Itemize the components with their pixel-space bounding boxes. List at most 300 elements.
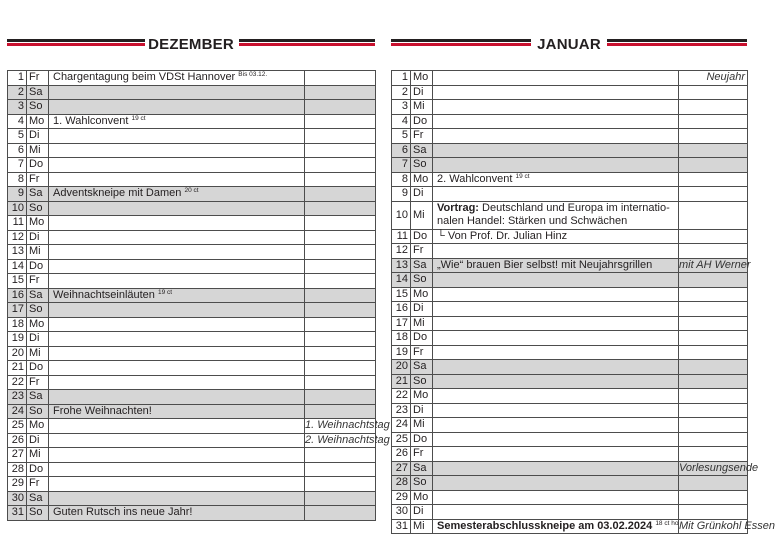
calendar-row bbox=[392, 85, 748, 100]
weekday: Di bbox=[27, 129, 49, 144]
event-text: Deutschland und Europa im internatio-nalen Handel: Stärken und Schwächen bbox=[437, 201, 670, 227]
day-number: 18 bbox=[8, 317, 27, 332]
weekday: Mo bbox=[27, 317, 49, 332]
note-cell bbox=[679, 403, 748, 418]
event-cell bbox=[433, 505, 679, 520]
day-number: 1 bbox=[392, 71, 411, 86]
weekday: Do bbox=[27, 462, 49, 477]
weekday: Sa bbox=[27, 85, 49, 100]
day-number: 10 bbox=[8, 201, 27, 216]
event-cell bbox=[433, 461, 679, 476]
calendar-row bbox=[8, 216, 376, 231]
calendar-row bbox=[392, 273, 748, 288]
weekday: Sa bbox=[411, 461, 433, 476]
weekday: Mo bbox=[27, 419, 49, 434]
weekday: Do bbox=[27, 158, 49, 173]
calendar-row bbox=[8, 274, 376, 289]
note-cell bbox=[679, 461, 759, 476]
note-cell bbox=[305, 187, 376, 202]
note-cell bbox=[679, 331, 748, 346]
calendar-row bbox=[392, 345, 748, 360]
calendar-row bbox=[8, 462, 376, 477]
event-cell bbox=[49, 172, 305, 187]
event-cell bbox=[49, 100, 305, 115]
day-number: 15 bbox=[392, 287, 411, 302]
weekday: Fr bbox=[27, 375, 49, 390]
day-number: 30 bbox=[392, 505, 411, 520]
day-number: 19 bbox=[8, 332, 27, 347]
event-cell bbox=[433, 172, 679, 187]
note-cell bbox=[305, 172, 376, 187]
day-number: 17 bbox=[8, 303, 27, 318]
calendar-row bbox=[8, 85, 376, 100]
note-cell bbox=[679, 100, 748, 115]
day-number: 4 bbox=[392, 114, 411, 129]
weekday: Mi bbox=[27, 346, 49, 361]
weekday: Mi bbox=[411, 519, 433, 534]
event-text: Guten Rutsch ins neue Jahr! bbox=[53, 506, 193, 519]
calendar-row bbox=[392, 316, 748, 331]
note-cell bbox=[305, 274, 376, 289]
note-cell bbox=[305, 288, 376, 303]
note-cell bbox=[305, 129, 376, 144]
weekday: Sa bbox=[411, 143, 433, 158]
calendar-row bbox=[392, 490, 748, 505]
note-cell bbox=[679, 418, 748, 433]
event-cell bbox=[49, 201, 305, 216]
day-number: 24 bbox=[8, 404, 27, 419]
note-cell bbox=[305, 245, 376, 260]
note-cell bbox=[679, 302, 748, 317]
day-number: 3 bbox=[392, 100, 411, 115]
weekday: Do bbox=[411, 114, 433, 129]
calendar-row bbox=[8, 332, 376, 347]
event-time: Bis 03.12. bbox=[238, 71, 268, 79]
day-number: 9 bbox=[392, 187, 411, 202]
event-cell bbox=[49, 245, 305, 260]
note-cell bbox=[305, 375, 376, 390]
day-number: 21 bbox=[8, 361, 27, 376]
note-cell bbox=[679, 71, 748, 86]
event-cell bbox=[49, 129, 305, 144]
note-cell bbox=[679, 505, 748, 520]
calendar-row bbox=[8, 245, 376, 260]
day-number: 13 bbox=[392, 258, 411, 273]
weekday: So bbox=[411, 476, 433, 491]
weekday: Mo bbox=[411, 490, 433, 505]
note-text: 2. Weihnachtstag bbox=[305, 433, 390, 446]
weekday: So bbox=[27, 100, 49, 115]
note-cell bbox=[305, 433, 390, 448]
day-number: 12 bbox=[8, 230, 27, 245]
event-cell bbox=[49, 462, 305, 477]
note-text: Neujahr bbox=[706, 71, 745, 84]
calendar-row bbox=[8, 201, 376, 216]
weekday: Fr bbox=[27, 71, 49, 86]
weekday: Mo bbox=[27, 216, 49, 231]
event-cell bbox=[49, 506, 305, 521]
event-cell bbox=[49, 288, 305, 303]
note-cell bbox=[679, 476, 748, 491]
calendar-row bbox=[8, 303, 376, 318]
calendar-row bbox=[392, 229, 748, 244]
note-cell bbox=[305, 477, 376, 492]
weekday: Mi bbox=[411, 100, 433, 115]
note-cell bbox=[305, 419, 390, 434]
note-cell bbox=[305, 303, 376, 318]
event-time: 19 ct bbox=[131, 114, 146, 122]
month-title-december: DEZEMBER bbox=[145, 36, 237, 53]
weekday: Di bbox=[411, 505, 433, 520]
day-number: 6 bbox=[392, 143, 411, 158]
event-cell bbox=[433, 201, 679, 229]
note-cell bbox=[679, 287, 748, 302]
note-cell bbox=[679, 172, 748, 187]
weekday: Do bbox=[411, 432, 433, 447]
weekday: Do bbox=[27, 259, 49, 274]
weekday: Di bbox=[411, 302, 433, 317]
event-text: Frohe Weihnachten! bbox=[53, 404, 152, 417]
day-number: 26 bbox=[8, 433, 27, 448]
calendar-row bbox=[8, 143, 376, 158]
event-cell bbox=[49, 158, 305, 173]
event-cell bbox=[49, 433, 305, 448]
calendar-row bbox=[8, 491, 376, 506]
day-number: 2 bbox=[392, 85, 411, 100]
event-cell bbox=[433, 71, 679, 86]
event-cell bbox=[49, 361, 305, 376]
calendar-row bbox=[392, 302, 748, 317]
calendar-row bbox=[392, 360, 748, 375]
event-cell bbox=[49, 448, 305, 463]
calendar-row bbox=[8, 419, 376, 434]
event-cell bbox=[49, 230, 305, 245]
day-number: 18 bbox=[392, 331, 411, 346]
weekday: Do bbox=[411, 229, 433, 244]
december-header bbox=[7, 34, 375, 56]
day-number: 29 bbox=[392, 490, 411, 505]
weekday: So bbox=[27, 404, 49, 419]
calendar-row bbox=[8, 114, 376, 129]
note-cell bbox=[679, 360, 748, 375]
event-cell bbox=[49, 114, 305, 129]
event-cell bbox=[49, 346, 305, 361]
weekday: Mi bbox=[411, 201, 433, 229]
note-cell bbox=[679, 114, 748, 129]
weekday: Di bbox=[27, 332, 49, 347]
event-cell bbox=[433, 432, 679, 447]
day-number: 27 bbox=[8, 448, 27, 463]
note-cell bbox=[305, 114, 376, 129]
weekday: Sa bbox=[411, 360, 433, 375]
day-number: 13 bbox=[8, 245, 27, 260]
note-cell bbox=[305, 361, 376, 376]
weekday: Fr bbox=[27, 274, 49, 289]
day-number: 9 bbox=[8, 187, 27, 202]
note-cell bbox=[679, 273, 748, 288]
event-cell bbox=[433, 403, 679, 418]
weekday: Di bbox=[411, 403, 433, 418]
event-cell bbox=[49, 187, 305, 202]
calendar-row bbox=[8, 361, 376, 376]
event-cell bbox=[433, 287, 679, 302]
note-cell bbox=[679, 158, 748, 173]
weekday: Sa bbox=[27, 491, 49, 506]
event-cell bbox=[433, 187, 679, 202]
note-cell bbox=[305, 390, 376, 405]
calendar-row bbox=[392, 172, 748, 187]
note-cell bbox=[679, 316, 748, 331]
event-cell bbox=[433, 143, 679, 158]
weekday: Fr bbox=[411, 447, 433, 462]
event-cell bbox=[433, 360, 679, 375]
event-cell bbox=[433, 129, 679, 144]
calendar-row bbox=[8, 346, 376, 361]
calendar-row bbox=[392, 244, 748, 259]
event-cell bbox=[433, 519, 679, 534]
note-cell bbox=[679, 519, 775, 534]
event-text: └ Von Prof. Dr. Julian Hinz bbox=[437, 229, 568, 242]
calendar-row bbox=[392, 389, 748, 404]
calendar-row bbox=[392, 158, 748, 173]
weekday: So bbox=[27, 303, 49, 318]
calendar-row bbox=[392, 129, 748, 144]
weekday: Mo bbox=[27, 114, 49, 129]
day-number: 31 bbox=[8, 506, 27, 521]
day-number: 20 bbox=[8, 346, 27, 361]
calendar-row bbox=[8, 477, 376, 492]
note-cell bbox=[679, 129, 748, 144]
weekday: So bbox=[411, 374, 433, 389]
calendar-row bbox=[8, 404, 376, 419]
weekday: Di bbox=[411, 187, 433, 202]
event-text: Chargentagung beim VDSt Hannover bbox=[53, 71, 236, 84]
event-cell bbox=[49, 143, 305, 158]
weekday: Mo bbox=[411, 71, 433, 86]
calendar-row bbox=[8, 129, 376, 144]
event-cell bbox=[433, 345, 679, 360]
day-number: 31 bbox=[392, 519, 411, 534]
weekday: Fr bbox=[411, 345, 433, 360]
weekday: Sa bbox=[411, 258, 433, 273]
calendar-row bbox=[8, 230, 376, 245]
calendar-row bbox=[8, 433, 376, 448]
event-text: Weihnachtseinläuten bbox=[53, 288, 155, 301]
day-number: 5 bbox=[8, 129, 27, 144]
weekday: Sa bbox=[27, 187, 49, 202]
event-cell bbox=[433, 114, 679, 129]
month-title-january: JANUAR bbox=[534, 36, 604, 53]
calendar-row bbox=[392, 432, 748, 447]
note-cell bbox=[305, 506, 376, 521]
calendar-row bbox=[392, 100, 748, 115]
calendar-row bbox=[8, 375, 376, 390]
day-number: 12 bbox=[392, 244, 411, 259]
day-number: 20 bbox=[392, 360, 411, 375]
weekday: Mi bbox=[411, 316, 433, 331]
event-cell bbox=[433, 389, 679, 404]
day-number: 14 bbox=[392, 273, 411, 288]
calendar-row bbox=[392, 447, 748, 462]
december-calendar-table bbox=[7, 70, 390, 521]
day-number: 23 bbox=[392, 403, 411, 418]
event-cell bbox=[433, 100, 679, 115]
note-text: mit AH Werner bbox=[679, 258, 751, 271]
note-cell bbox=[305, 462, 376, 477]
day-number: 8 bbox=[392, 172, 411, 187]
day-number: 2 bbox=[8, 85, 27, 100]
event-text: „Wie“ brauen Bier selbst! mit Neujahrsgrillen bbox=[437, 258, 653, 271]
event-cell bbox=[49, 375, 305, 390]
weekday: Do bbox=[27, 361, 49, 376]
weekday: Sa bbox=[27, 288, 49, 303]
weekday: Sa bbox=[27, 390, 49, 405]
note-cell bbox=[305, 143, 376, 158]
event-time: 18 ct ho bbox=[655, 519, 679, 527]
weekday: Mo bbox=[411, 172, 433, 187]
day-number: 25 bbox=[392, 432, 411, 447]
note-cell bbox=[305, 158, 376, 173]
event-cell bbox=[433, 476, 679, 491]
weekday: Fr bbox=[411, 244, 433, 259]
weekday: Mi bbox=[411, 418, 433, 433]
weekday: Di bbox=[411, 85, 433, 100]
weekday: Do bbox=[411, 331, 433, 346]
event-cell bbox=[49, 477, 305, 492]
event-cell bbox=[49, 332, 305, 347]
event-cell bbox=[433, 490, 679, 505]
note-cell bbox=[679, 244, 748, 259]
weekday: Mo bbox=[411, 389, 433, 404]
weekday: Di bbox=[27, 433, 49, 448]
note-cell bbox=[679, 432, 748, 447]
note-cell bbox=[679, 345, 748, 360]
calendar-row bbox=[392, 331, 748, 346]
event-time: 19 ct bbox=[515, 172, 530, 180]
day-number: 11 bbox=[392, 229, 411, 244]
note-cell bbox=[679, 490, 748, 505]
january-header bbox=[391, 34, 747, 56]
event-cell bbox=[433, 244, 679, 259]
note-cell bbox=[679, 187, 748, 202]
event-cell bbox=[49, 390, 305, 405]
event-cell bbox=[433, 229, 679, 244]
day-number: 4 bbox=[8, 114, 27, 129]
event-cell bbox=[433, 447, 679, 462]
day-number: 7 bbox=[392, 158, 411, 173]
weekday: Fr bbox=[27, 477, 49, 492]
note-text: 1. Weihnachtstag bbox=[305, 419, 390, 432]
day-number: 3 bbox=[8, 100, 27, 115]
day-number: 5 bbox=[392, 129, 411, 144]
calendar-row bbox=[8, 187, 376, 202]
day-number: 10 bbox=[392, 201, 411, 229]
day-number: 16 bbox=[392, 302, 411, 317]
event-cell bbox=[49, 85, 305, 100]
event-cell bbox=[49, 317, 305, 332]
event-cell bbox=[433, 273, 679, 288]
day-number: 22 bbox=[8, 375, 27, 390]
event-cell bbox=[49, 71, 305, 86]
event-cell bbox=[49, 419, 305, 434]
weekday: So bbox=[27, 506, 49, 521]
weekday: Mi bbox=[27, 448, 49, 463]
note-cell bbox=[305, 85, 376, 100]
day-number: 28 bbox=[8, 462, 27, 477]
note-cell bbox=[305, 317, 376, 332]
january-calendar-table bbox=[391, 70, 775, 534]
calendar-row bbox=[8, 448, 376, 463]
weekday: Di bbox=[27, 230, 49, 245]
event-cell bbox=[433, 85, 679, 100]
note-cell bbox=[679, 447, 748, 462]
calendar-row bbox=[8, 506, 376, 521]
calendar-row bbox=[392, 418, 748, 433]
weekday: Fr bbox=[27, 172, 49, 187]
note-cell bbox=[679, 143, 748, 158]
day-number: 15 bbox=[8, 274, 27, 289]
day-number: 6 bbox=[8, 143, 27, 158]
calendar-row bbox=[8, 172, 376, 187]
day-number: 17 bbox=[392, 316, 411, 331]
note-text: Vorlesungsende bbox=[679, 461, 759, 474]
calendar-row bbox=[8, 71, 376, 86]
weekday: So bbox=[411, 273, 433, 288]
weekday: Mo bbox=[411, 287, 433, 302]
calendar-row bbox=[392, 114, 748, 129]
event-time: 20 ct bbox=[184, 187, 199, 195]
calendar-row bbox=[392, 461, 748, 476]
event-title-bold: Semesterabschlusskneipe am 03.02.2024 bbox=[437, 519, 653, 532]
note-cell bbox=[305, 201, 376, 216]
weekday: Fr bbox=[411, 129, 433, 144]
event-cell bbox=[433, 418, 679, 433]
event-text: 2. Wahlconvent bbox=[437, 172, 513, 185]
day-number: 8 bbox=[8, 172, 27, 187]
calendar-row bbox=[392, 71, 748, 86]
note-cell bbox=[305, 259, 376, 274]
weekday: Mi bbox=[27, 245, 49, 260]
day-number: 27 bbox=[392, 461, 411, 476]
january-section bbox=[391, 34, 775, 532]
event-cell bbox=[433, 302, 679, 317]
event-cell bbox=[433, 331, 679, 346]
calendar-row bbox=[8, 390, 376, 405]
note-cell bbox=[305, 71, 376, 86]
event-cell bbox=[433, 374, 679, 389]
event-cell bbox=[433, 258, 679, 273]
note-cell bbox=[679, 389, 748, 404]
calendar-row bbox=[392, 143, 748, 158]
note-cell bbox=[305, 216, 376, 231]
day-number: 16 bbox=[8, 288, 27, 303]
calendar-row bbox=[8, 317, 376, 332]
calendar-row bbox=[392, 374, 748, 389]
event-cell bbox=[49, 491, 305, 506]
day-number: 21 bbox=[392, 374, 411, 389]
event-cell bbox=[49, 404, 305, 419]
note-cell bbox=[679, 85, 748, 100]
event-cell bbox=[49, 274, 305, 289]
event-cell bbox=[49, 259, 305, 274]
note-cell bbox=[305, 448, 376, 463]
calendar-row bbox=[392, 476, 748, 491]
event-cell bbox=[49, 303, 305, 318]
event-cell bbox=[49, 216, 305, 231]
day-number: 30 bbox=[8, 491, 27, 506]
note-cell bbox=[305, 100, 376, 115]
note-cell bbox=[305, 491, 376, 506]
